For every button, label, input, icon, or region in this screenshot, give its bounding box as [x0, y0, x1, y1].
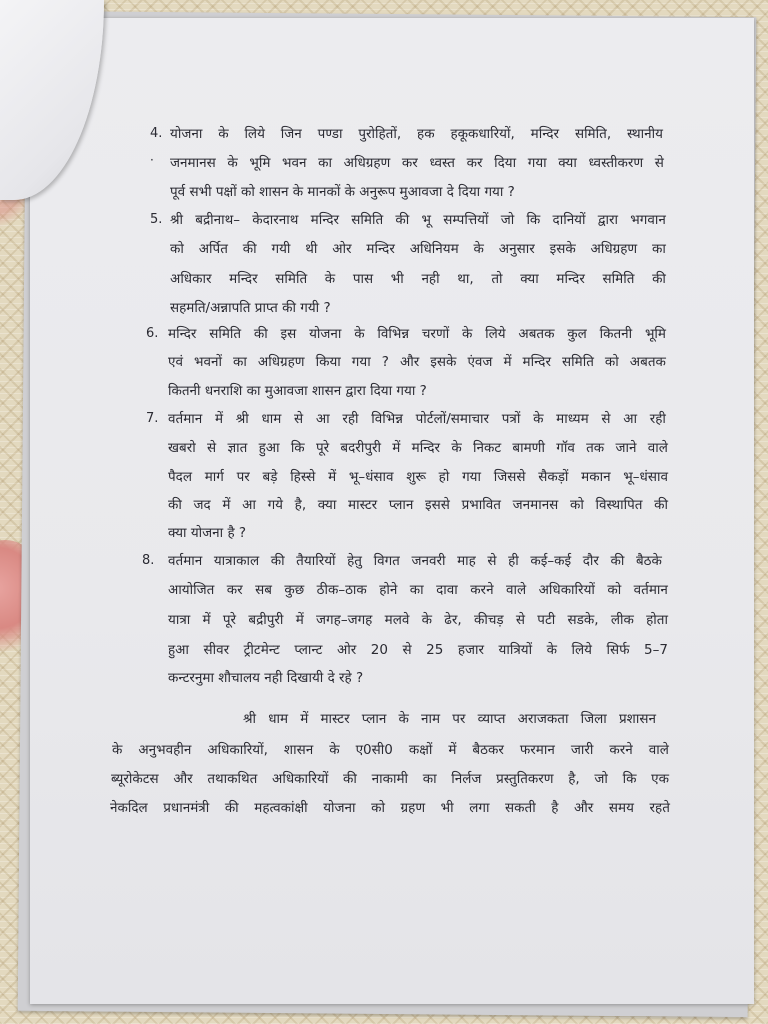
word: कि — [290, 440, 305, 456]
word: अबतक — [629, 354, 666, 370]
word: यात्रियों — [498, 642, 533, 658]
word: गया — [527, 155, 547, 171]
word: योजना — [323, 800, 356, 816]
word: ए0सी0 — [355, 742, 393, 758]
word: प्लान — [361, 711, 387, 727]
word: कीचड़ — [473, 612, 504, 628]
word: तो — [491, 271, 503, 287]
word: दानियों — [552, 212, 586, 228]
word: भूमि — [644, 326, 666, 342]
word: जो — [500, 212, 515, 228]
word: की — [270, 553, 285, 569]
word: अधिग्रहण — [343, 155, 391, 171]
word: जारी — [570, 742, 594, 758]
word: फरमान — [519, 742, 555, 758]
paragraph-line — [111, 770, 669, 788]
word: से — [402, 642, 412, 658]
word: के — [421, 612, 432, 628]
word: मन्दिर — [522, 354, 551, 370]
word: रहते — [649, 800, 670, 816]
word: की — [652, 271, 666, 287]
word: भी — [440, 800, 454, 816]
word: आयोजित — [168, 582, 215, 598]
word: यात्राकाल — [213, 553, 260, 569]
word: करने — [470, 582, 494, 598]
word: वर्तमान — [168, 553, 203, 569]
word: ठीक–ठाक — [316, 582, 367, 598]
item-number: 6. — [146, 326, 159, 341]
word: को — [604, 354, 619, 370]
word: की — [395, 212, 410, 228]
word: में — [328, 469, 337, 485]
word: से — [487, 553, 497, 569]
word: दिया — [494, 155, 517, 171]
word: पण्डा — [317, 126, 343, 142]
word: पर — [236, 469, 250, 485]
word: योजना — [170, 126, 203, 142]
word: मार्ग — [204, 469, 224, 485]
word: एक — [651, 771, 669, 787]
word: का — [422, 771, 437, 787]
word: में — [503, 354, 512, 370]
word: विभिन्न — [371, 411, 403, 427]
word: से — [654, 155, 664, 171]
item-line: सहमति/अन्नापति प्राप्त की गयी ? — [170, 300, 331, 316]
word: श्री — [170, 212, 184, 228]
word: का — [409, 582, 424, 598]
paragraph-line — [110, 799, 670, 817]
word: इसके — [430, 354, 457, 370]
item-number: 4. — [150, 126, 163, 141]
word: से — [294, 411, 304, 427]
word: बद्रीपुरी — [248, 612, 284, 628]
word: समिति, — [574, 126, 612, 142]
word: अधिकारियों, — [207, 742, 268, 758]
word: अधिग्रहण — [257, 354, 305, 370]
word: समिति — [351, 212, 384, 228]
word: जाने — [615, 440, 637, 456]
word: व्याप्त — [477, 711, 506, 727]
word: की — [242, 241, 257, 257]
word: मलवे — [384, 612, 410, 628]
item-line — [170, 240, 666, 258]
word: भू–धंसाव — [623, 469, 668, 485]
item-line: कन्टरनुमा शौचालय नही दिखायी दे रहे ? — [168, 670, 364, 686]
item-line — [168, 353, 666, 371]
word: यात्रा — [168, 612, 191, 628]
word: माध्यम — [556, 411, 589, 427]
word: की — [224, 800, 239, 816]
word: पुरोहितों, — [358, 126, 402, 142]
word: गया — [462, 469, 481, 485]
word: सब — [255, 582, 272, 598]
word: जनमानस — [170, 155, 216, 171]
word: प्लान्ट — [294, 642, 323, 658]
word: जद — [193, 497, 211, 513]
word: के — [324, 271, 336, 287]
word: जिला — [580, 711, 607, 727]
word: नाम — [421, 711, 441, 727]
word: 5–7 — [644, 642, 668, 658]
word: कुल — [567, 326, 587, 342]
word: भू — [421, 212, 431, 228]
word: गये — [267, 497, 284, 513]
item-number: 8. — [142, 553, 155, 568]
word: अधिकारियों — [272, 771, 329, 787]
word: कर — [466, 155, 483, 171]
word: की — [253, 326, 268, 342]
word: लिये — [485, 326, 506, 342]
item-line: कितनी धनराशि का मुआवजा शासन द्वारा दिया गया ? — [168, 383, 427, 399]
word: धाम — [261, 411, 282, 427]
word: मन्दिर — [168, 326, 197, 342]
word: बद्रीनाथ– — [195, 212, 241, 228]
word: प्रस्तुतिकरण — [496, 771, 554, 787]
word: में — [392, 440, 401, 456]
word: कुछ — [284, 582, 305, 598]
word: के — [329, 742, 340, 758]
word: एंवज — [467, 354, 493, 370]
word: तैयारियों — [296, 553, 336, 569]
word: वाले — [647, 440, 668, 456]
word: द्वारा — [597, 212, 619, 228]
item-line — [168, 325, 666, 343]
word: की — [610, 553, 625, 569]
word: कर — [226, 582, 243, 598]
word: को — [569, 497, 584, 513]
word: समिति — [602, 271, 635, 287]
word: हक — [417, 126, 435, 142]
word: के — [533, 411, 544, 427]
word: भवन — [282, 155, 307, 171]
item-number: 5. — [150, 212, 163, 227]
word: बदरीपुरी — [340, 440, 382, 456]
word: एवं — [168, 354, 183, 370]
word: से — [515, 612, 526, 628]
word: है, — [568, 771, 580, 787]
word: प्रधानमंत्री — [163, 800, 210, 816]
word: के — [227, 155, 238, 171]
word: केदारनाथ — [252, 212, 299, 228]
word: का — [652, 241, 666, 257]
word: ओर — [332, 241, 352, 257]
word: जगह–जगह — [316, 612, 373, 628]
word: में — [448, 742, 457, 758]
word: में — [300, 711, 309, 727]
item-line: पूर्व सभी पक्षों को शासन के मानकों के अनुरूप मुआवजा दे दिया गया ? — [170, 184, 515, 200]
word: विभिन्न — [377, 326, 410, 342]
word: अधिनियम — [409, 241, 459, 257]
item-line — [168, 468, 668, 486]
word: ग्रहण — [400, 800, 426, 816]
word: 25 — [426, 642, 444, 658]
word: पर — [452, 711, 466, 727]
word: में — [222, 497, 231, 513]
item-line — [168, 439, 668, 457]
word: अर्पित — [198, 241, 228, 257]
word: भूमि — [249, 155, 271, 171]
word: खबरो — [168, 440, 196, 456]
word: और — [399, 354, 420, 370]
word: इस — [280, 326, 297, 342]
word: की — [343, 771, 357, 787]
word: सिर्फ — [606, 642, 630, 658]
paragraph-line — [243, 710, 656, 728]
word: 20 — [370, 642, 388, 658]
word: आ — [623, 411, 638, 427]
item-line — [168, 552, 662, 570]
word: भवनों — [194, 354, 222, 370]
word: नेकदिल — [110, 800, 148, 816]
word: पूरे — [222, 612, 237, 628]
word: महत्वकांक्षी — [254, 800, 308, 816]
word: सडके, — [567, 612, 599, 628]
word: योजना — [309, 326, 342, 342]
item-line — [170, 154, 664, 172]
word: को — [607, 582, 622, 598]
word: कि — [622, 771, 637, 787]
word: सीवर — [203, 642, 230, 658]
word: गॉव — [556, 440, 575, 456]
word: ओर — [336, 642, 357, 658]
word: विस्थापित — [595, 497, 643, 513]
word: होने — [379, 582, 398, 598]
word: कई–कई — [530, 553, 572, 569]
word: इसके — [549, 241, 576, 257]
word: है — [551, 800, 559, 816]
word: के — [354, 326, 365, 342]
word: मन्दिर — [310, 212, 340, 228]
word: ब्यूरोकेटस — [111, 771, 159, 787]
word: क्या — [558, 155, 577, 171]
word: रही — [342, 411, 359, 427]
word: आ — [242, 497, 256, 513]
word: पोर्टलों/समाचार — [415, 411, 490, 427]
word: और — [173, 771, 193, 787]
word: कक्षों — [408, 742, 433, 758]
word: श्री — [235, 411, 249, 427]
stray-mark: · — [150, 153, 154, 167]
word: नही — [421, 271, 440, 287]
word: किया — [315, 354, 341, 370]
word: दावा — [436, 582, 458, 598]
word: होता — [646, 612, 668, 628]
word: बैठकर — [472, 742, 504, 758]
word: भी — [390, 271, 404, 287]
word: का — [318, 155, 333, 171]
word: मन्दिर — [411, 440, 441, 456]
word: समय — [608, 800, 634, 816]
item-line — [168, 611, 668, 629]
word: जिससे — [493, 469, 526, 485]
word: निर्लज — [451, 771, 482, 787]
word: से — [601, 411, 611, 427]
word: मास्टर — [320, 711, 350, 727]
word: भू–धंसाव — [348, 469, 394, 485]
word: पटी — [537, 612, 556, 628]
word: पास — [352, 271, 374, 287]
word: लिये — [244, 126, 265, 142]
word: प्रभावित — [461, 497, 501, 513]
word: के — [461, 326, 473, 342]
item-number: 7. — [146, 411, 159, 426]
word: था, — [457, 271, 474, 287]
word: सैकड़ों — [538, 469, 569, 485]
word: माह — [457, 553, 476, 569]
word: लगा — [469, 800, 490, 816]
word: लिये — [571, 642, 592, 658]
item-line — [168, 641, 668, 659]
word: हकूकधारियों, — [450, 126, 515, 142]
word: जनमानस — [512, 497, 559, 513]
word: समिति — [275, 271, 308, 287]
word: हुआ — [258, 440, 280, 456]
word: शुरू — [406, 469, 426, 485]
word: चरणों — [421, 326, 450, 342]
word: आ — [315, 411, 330, 427]
word: कि — [526, 212, 541, 228]
word: हिस्से — [290, 469, 316, 485]
word: को — [170, 241, 184, 257]
word: बैठके — [635, 553, 662, 569]
word: विगत — [373, 553, 400, 569]
word: से — [207, 440, 217, 456]
word: में — [202, 612, 211, 628]
word: कितनी — [599, 326, 633, 342]
word: वर्तमान — [633, 582, 668, 598]
word: सम्पत्तियों — [443, 212, 489, 228]
word: के — [112, 742, 123, 758]
word: श्री — [243, 711, 257, 727]
word: रही — [649, 411, 666, 427]
word: के — [218, 126, 229, 142]
word: अबतक — [518, 326, 555, 342]
word: ही — [508, 553, 519, 569]
word: मन्दिर — [229, 271, 258, 287]
word: बामणी — [512, 440, 545, 456]
word: अनुसार — [498, 241, 535, 257]
word: मकान — [581, 469, 611, 485]
word: वाले — [506, 582, 527, 598]
word: प्रशासन — [618, 711, 656, 727]
word: प्लान — [388, 497, 414, 513]
item-line — [168, 496, 668, 514]
word: स्थानीय — [626, 126, 663, 142]
word: के — [473, 241, 484, 257]
item-line — [170, 125, 663, 143]
word: तक — [586, 440, 605, 456]
word: नाकामी — [371, 771, 409, 787]
word: में — [295, 612, 304, 628]
word: ट्रीटमेन्ट — [243, 642, 280, 658]
word: हेतु — [347, 553, 362, 569]
word: अनुभवहीन — [138, 742, 192, 758]
word: पत्रों — [501, 411, 521, 427]
word: अधिकारियों — [538, 582, 595, 598]
word: शासन — [283, 742, 314, 758]
word: जनवरी — [411, 553, 446, 569]
word: निकट — [472, 440, 502, 456]
word: दौर — [582, 553, 599, 569]
word: मन्दिर — [556, 271, 585, 287]
word: के — [451, 440, 462, 456]
word: गया — [351, 354, 371, 370]
word: वर्तमान — [168, 411, 203, 427]
word: की — [654, 497, 668, 513]
word: पूरे — [315, 440, 330, 456]
word: गयी — [271, 241, 291, 257]
word: ? — [381, 354, 389, 370]
word: है, — [294, 497, 307, 513]
word: मास्टर — [348, 497, 378, 513]
word: कर — [401, 155, 418, 171]
word: के — [546, 642, 558, 658]
word: जिन — [280, 126, 302, 142]
word: मन्दिर — [366, 241, 395, 257]
word: अराजकता — [517, 711, 569, 727]
word: लीक — [610, 612, 634, 628]
word: हो — [438, 469, 450, 485]
item-line — [168, 581, 668, 599]
word: क्या — [520, 271, 539, 287]
word: में — [214, 411, 224, 427]
item-line — [168, 410, 666, 428]
word: समिति — [209, 326, 242, 342]
word: इससे — [425, 497, 450, 513]
word: सकती — [505, 800, 536, 816]
word: ध्वस्तीकरण — [588, 155, 644, 171]
word: क्या — [317, 497, 337, 513]
word: मन्दिर — [530, 126, 560, 142]
item-line — [170, 211, 666, 229]
word: हुआ — [168, 642, 189, 658]
word: समिति — [562, 354, 594, 370]
word: और — [574, 800, 594, 816]
word: धाम — [268, 711, 289, 727]
word: ध्वस्त — [429, 155, 455, 171]
paragraph-line — [112, 741, 669, 759]
word: का — [233, 354, 247, 370]
word: अधिकार — [170, 271, 212, 287]
word: थी — [305, 241, 318, 257]
word: करने — [609, 742, 633, 758]
word: वाले — [648, 742, 669, 758]
word: हजार — [457, 642, 485, 658]
word: अधिग्रहण — [590, 241, 638, 257]
item-line: क्या योजना है ? — [168, 525, 247, 541]
word: तथाकथित — [207, 771, 258, 787]
word: जो — [594, 771, 608, 787]
word: बड़े — [262, 469, 278, 485]
word: के — [398, 711, 409, 727]
word: ढेर, — [444, 612, 462, 628]
word: पैदल — [168, 469, 192, 485]
word: की — [168, 497, 182, 513]
word: को — [371, 800, 385, 816]
word: ज्ञात — [227, 440, 248, 456]
word: भगवान — [630, 212, 666, 228]
item-line — [170, 270, 666, 288]
